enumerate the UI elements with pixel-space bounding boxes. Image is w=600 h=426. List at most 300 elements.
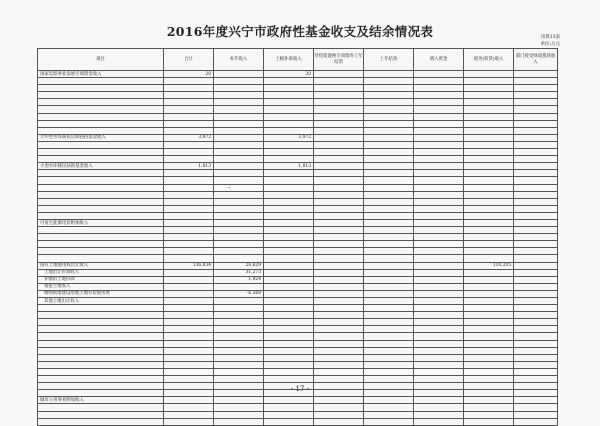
row-value-cell: 136,834 [164, 262, 214, 269]
row-value-cell [214, 212, 264, 219]
table-row [38, 404, 558, 411]
row-value-cell [414, 78, 464, 85]
row-item-label: 缴纳新增建设用地土地有偿使用费 [38, 290, 164, 297]
row-value-cell [264, 305, 314, 312]
row-value-cell [414, 141, 464, 148]
row-value-cell [464, 170, 514, 177]
row-value-cell [214, 227, 264, 234]
row-value-cell [164, 177, 214, 184]
row-value-cell [264, 376, 314, 383]
row-value-cell: 110,205 [464, 262, 514, 269]
row-item-label [38, 92, 164, 99]
row-value-cell: 31,273 [214, 269, 264, 276]
row-value-cell [314, 305, 364, 312]
row-value-cell [364, 298, 414, 305]
row-value-cell [164, 298, 214, 305]
row-value-cell [214, 354, 264, 361]
row-value-cell [514, 78, 558, 85]
row-value-cell [214, 411, 264, 418]
row-value-cell [264, 85, 314, 92]
row-value-cell [214, 326, 264, 333]
row-item-label [38, 361, 164, 368]
table-row [38, 276, 558, 283]
row-item-label [38, 170, 164, 177]
row-value-cell [264, 255, 314, 262]
row-value-cell [164, 156, 214, 163]
row-value-cell: 26,629 [214, 262, 264, 269]
row-value-cell [364, 85, 414, 92]
row-value-cell [364, 255, 414, 262]
row-value-cell: 1,813 [164, 163, 214, 170]
row-value-cell [214, 397, 264, 404]
col-header-total: 合计 [164, 49, 214, 71]
row-value-cell [464, 92, 514, 99]
row-value-cell [364, 191, 414, 198]
row-value-cell [364, 376, 414, 383]
row-value-cell: 1,813 [264, 163, 314, 170]
row-value-cell [364, 269, 414, 276]
row-value-cell [514, 347, 558, 354]
row-value-cell [214, 141, 264, 148]
row-value-cell [314, 361, 364, 368]
row-value-cell [264, 418, 314, 425]
row-item-label: 城市公用事业附加收入 [38, 397, 164, 404]
row-value-cell [314, 255, 364, 262]
row-value-cell [264, 333, 314, 340]
row-value-cell [364, 71, 414, 78]
row-value-cell [464, 134, 514, 141]
row-value-cell: 20 [164, 71, 214, 78]
row-value-cell [314, 227, 364, 234]
row-value-cell [414, 71, 464, 78]
row-value-cell [214, 149, 264, 156]
row-item-label [38, 326, 164, 333]
row-value-cell [514, 411, 558, 418]
row-value-cell [214, 234, 264, 241]
row-value-cell [414, 134, 464, 141]
table-row [38, 205, 558, 212]
table-row [38, 227, 558, 234]
table-row [38, 99, 558, 106]
row-value-cell [364, 262, 414, 269]
row-value-cell [314, 298, 364, 305]
row-item-label [38, 305, 164, 312]
row-value-cell [364, 333, 414, 340]
row-value-cell [164, 227, 214, 234]
row-value-cell [314, 269, 364, 276]
row-value-cell [314, 99, 364, 106]
row-value-cell [164, 361, 214, 368]
row-value-cell [214, 156, 264, 163]
row-value-cell [414, 212, 464, 219]
row-value-cell [164, 411, 214, 418]
row-value-cell [464, 418, 514, 425]
table-row [38, 326, 558, 333]
row-value-cell [364, 177, 414, 184]
row-item-label: 划拨土地收入 [38, 283, 164, 290]
row-value-cell [414, 184, 464, 191]
row-value-cell [464, 141, 514, 148]
row-value-cell [414, 305, 464, 312]
row-value-cell [514, 191, 558, 198]
row-value-cell [264, 120, 314, 127]
row-value-cell [164, 255, 214, 262]
row-value-cell [364, 319, 414, 326]
row-value-cell [464, 248, 514, 255]
row-item-label [38, 184, 164, 191]
row-value-cell [164, 283, 214, 290]
row-value-cell [364, 368, 414, 375]
col-header-transferred-funds: 调入资金 [414, 49, 464, 71]
row-value-cell [314, 290, 364, 297]
row-value-cell [314, 170, 364, 177]
table-row [38, 319, 558, 326]
row-value-cell [464, 354, 514, 361]
row-value-cell [214, 298, 264, 305]
row-value-cell [164, 78, 214, 85]
row-value-cell [514, 340, 558, 347]
row-item-label [38, 106, 164, 113]
row-value-cell [364, 219, 414, 226]
row-value-cell [364, 134, 414, 141]
row-value-cell [164, 127, 214, 134]
row-value-cell [214, 255, 264, 262]
row-value-cell [214, 71, 264, 78]
row-value-cell [414, 347, 464, 354]
row-value-cell [514, 312, 558, 319]
row-value-cell [414, 262, 464, 269]
row-value-cell [414, 106, 464, 113]
row-value-cell [314, 312, 364, 319]
row-value-cell [214, 283, 264, 290]
row-value-cell [214, 184, 264, 191]
row-value-cell [214, 312, 264, 319]
row-value-cell [514, 276, 558, 283]
table-row [38, 241, 558, 248]
row-value-cell [314, 326, 364, 333]
row-value-cell [214, 163, 264, 170]
row-value-cell [464, 227, 514, 234]
row-item-label [38, 141, 164, 148]
row-item-label [38, 376, 164, 383]
row-item-label [38, 212, 164, 219]
row-value-cell [364, 113, 414, 120]
row-value-cell [264, 241, 314, 248]
row-value-cell [214, 134, 264, 141]
row-value-cell [164, 333, 214, 340]
row-value-cell [464, 269, 514, 276]
row-value-cell [264, 340, 314, 347]
row-value-cell [414, 283, 464, 290]
row-value-cell [314, 219, 364, 226]
row-value-cell [164, 184, 214, 191]
row-item-label [38, 340, 164, 347]
row-value-cell [464, 361, 514, 368]
row-value-cell [414, 404, 464, 411]
row-value-cell [264, 248, 314, 255]
row-value-cell [464, 411, 514, 418]
row-value-cell [464, 71, 514, 78]
row-value-cell [514, 106, 558, 113]
row-value-cell [264, 227, 314, 234]
row-value-cell [364, 163, 414, 170]
row-value-cell [164, 276, 214, 283]
table-row [38, 141, 558, 148]
row-value-cell [414, 92, 464, 99]
row-item-label [38, 78, 164, 85]
row-value-cell [414, 127, 464, 134]
table-row [38, 290, 558, 297]
row-value-cell [314, 368, 364, 375]
row-value-cell [464, 156, 514, 163]
row-value-cell [164, 120, 214, 127]
row-value-cell [164, 141, 214, 148]
row-value-cell [264, 368, 314, 375]
row-value-cell [464, 397, 514, 404]
table-row [38, 71, 558, 78]
row-value-cell [514, 219, 558, 226]
row-value-cell [214, 177, 264, 184]
row-item-label [38, 227, 164, 234]
row-value-cell [464, 149, 514, 156]
row-value-cell [514, 170, 558, 177]
row-item-label [38, 347, 164, 354]
row-value-cell [314, 212, 364, 219]
row-value-cell [314, 340, 364, 347]
row-value-cell [514, 127, 558, 134]
row-value-cell [314, 319, 364, 326]
row-value-cell [464, 305, 514, 312]
row-value-cell [464, 219, 514, 226]
row-value-cell [464, 241, 514, 248]
table-row [38, 361, 558, 368]
row-value-cell [364, 397, 414, 404]
row-item-label [38, 333, 164, 340]
row-value-cell [164, 368, 214, 375]
row-value-cell [364, 227, 414, 234]
table-body [38, 71, 558, 426]
row-value-cell [164, 205, 214, 212]
table-row [38, 184, 558, 191]
row-value-cell [264, 177, 314, 184]
row-value-cell [314, 120, 364, 127]
row-value-cell [314, 191, 364, 198]
row-value-cell [164, 269, 214, 276]
row-value-cell [514, 163, 558, 170]
row-value-cell [364, 283, 414, 290]
row-value-cell [514, 92, 558, 99]
row-value-cell [514, 262, 558, 269]
row-value-cell [314, 241, 364, 248]
row-value-cell [364, 411, 414, 418]
row-value-cell [464, 255, 514, 262]
col-header-current-income: 本年收入 [214, 49, 264, 71]
row-value-cell [214, 376, 264, 383]
row-value-cell [414, 149, 464, 156]
row-value-cell [264, 354, 314, 361]
row-value-cell [514, 298, 558, 305]
row-value-cell [214, 106, 264, 113]
row-value-cell [414, 191, 464, 198]
row-value-cell [514, 141, 558, 148]
row-value-cell: 20 [264, 71, 314, 78]
row-value-cell [514, 255, 558, 262]
row-value-cell [264, 312, 314, 319]
row-item-label: 大中型水库移民后期扶持基金收入 [38, 134, 164, 141]
row-value-cell [364, 170, 414, 177]
table-row [38, 269, 558, 276]
row-value-cell [164, 404, 214, 411]
row-value-cell [314, 198, 364, 205]
fund-table [37, 48, 558, 426]
row-item-label [38, 113, 164, 120]
row-value-cell [264, 141, 314, 148]
row-value-cell [364, 276, 414, 283]
row-value-cell [214, 170, 264, 177]
table-row [38, 248, 558, 255]
table-row [38, 298, 558, 305]
col-header-debt-income: 债务(转贷)收入 [464, 49, 514, 71]
row-value-cell [414, 227, 464, 234]
row-value-cell [464, 198, 514, 205]
row-value-cell [264, 326, 314, 333]
row-value-cell [464, 326, 514, 333]
row-value-cell [464, 106, 514, 113]
row-value-cell [414, 333, 464, 340]
row-value-cell [514, 184, 558, 191]
row-value-cell [214, 113, 264, 120]
row-value-cell [314, 184, 364, 191]
row-value-cell [314, 376, 364, 383]
row-item-label [38, 312, 164, 319]
row-value-cell [314, 85, 364, 92]
row-value-cell [164, 354, 214, 361]
row-value-cell [214, 361, 264, 368]
row-value-cell [164, 305, 214, 312]
row-item-label: 补缴的土地价款 [38, 276, 164, 283]
row-value-cell [514, 404, 558, 411]
row-value-cell [214, 198, 264, 205]
row-value-cell [514, 212, 558, 219]
row-item-label [38, 149, 164, 156]
row-value-cell [464, 163, 514, 170]
row-value-cell [264, 269, 314, 276]
row-value-cell [214, 205, 264, 212]
row-value-cell [164, 219, 214, 226]
row-item-label [38, 418, 164, 425]
row-item-label [38, 234, 164, 241]
row-value-cell [314, 71, 364, 78]
row-value-cell [264, 191, 314, 198]
row-value-cell [364, 305, 414, 312]
row-item-label [38, 191, 164, 198]
row-value-cell [514, 205, 558, 212]
table-row [38, 163, 558, 170]
table-row [38, 255, 558, 262]
row-value-cell [514, 99, 558, 106]
row-value-cell [414, 418, 464, 425]
row-value-cell [414, 177, 464, 184]
row-value-cell [464, 78, 514, 85]
col-header-replacement-bond-balance: 待偿债置换专项债券上年结余 [314, 49, 364, 71]
row-value-cell [264, 149, 314, 156]
col-header-department-appropriation: 部门接受财政拨款收入 [514, 49, 558, 71]
row-value-cell [164, 191, 214, 198]
row-value-cell [364, 92, 414, 99]
table-row [38, 85, 558, 92]
row-value-cell [414, 340, 464, 347]
row-value-cell [514, 333, 558, 340]
row-value-cell [164, 85, 214, 92]
row-value-cell [264, 290, 314, 297]
row-item-label: 国家电影事业发展专项资金收入 [38, 71, 164, 78]
row-value-cell [164, 92, 214, 99]
row-value-cell [264, 347, 314, 354]
table-row [38, 212, 558, 219]
row-value-cell [414, 319, 464, 326]
table-row [38, 120, 558, 127]
row-value-cell [264, 404, 314, 411]
row-value-cell [264, 184, 314, 191]
row-value-cell [464, 276, 514, 283]
row-value-cell [414, 85, 464, 92]
table-row [38, 92, 558, 99]
row-value-cell [214, 404, 264, 411]
row-value-cell [214, 85, 264, 92]
row-value-cell [264, 262, 314, 269]
table-row [38, 305, 558, 312]
row-value-cell [514, 305, 558, 312]
row-value-cell [414, 276, 464, 283]
row-value-cell [314, 156, 364, 163]
row-value-cell [514, 85, 558, 92]
row-value-cell [314, 404, 364, 411]
row-value-cell [414, 326, 464, 333]
row-value-cell [264, 205, 314, 212]
row-value-cell [514, 397, 558, 404]
row-item-label: 土地出让价款收入 [38, 269, 164, 276]
row-value-cell [514, 71, 558, 78]
table-row [38, 127, 558, 134]
row-value-cell: 3,972 [164, 134, 214, 141]
row-value-cell [264, 283, 314, 290]
row-value-cell [214, 127, 264, 134]
row-value-cell [264, 298, 314, 305]
row-value-cell [314, 418, 364, 425]
row-item-label: 国有土地使用权出让收入 [38, 262, 164, 269]
row-value-cell [414, 156, 464, 163]
row-value-cell [264, 99, 314, 106]
row-value-cell [464, 113, 514, 120]
header-row [38, 49, 558, 71]
row-value-cell [214, 319, 264, 326]
row-value-cell [514, 227, 558, 234]
row-value-cell [264, 397, 314, 404]
row-item-label: 小型水库移民扶助基金收入 [38, 163, 164, 170]
row-item-label [38, 241, 164, 248]
row-value-cell [364, 78, 414, 85]
row-value-cell [364, 149, 414, 156]
row-value-cell [214, 418, 264, 425]
table-row [38, 283, 558, 290]
row-value-cell [464, 340, 514, 347]
report-title: 2016年度兴宁市政府性基金收支及结余情况表 [166, 24, 434, 39]
row-item-label [38, 368, 164, 375]
table-row [38, 376, 558, 383]
table-row [38, 177, 558, 184]
row-value-cell [364, 205, 414, 212]
row-value-cell [164, 397, 214, 404]
